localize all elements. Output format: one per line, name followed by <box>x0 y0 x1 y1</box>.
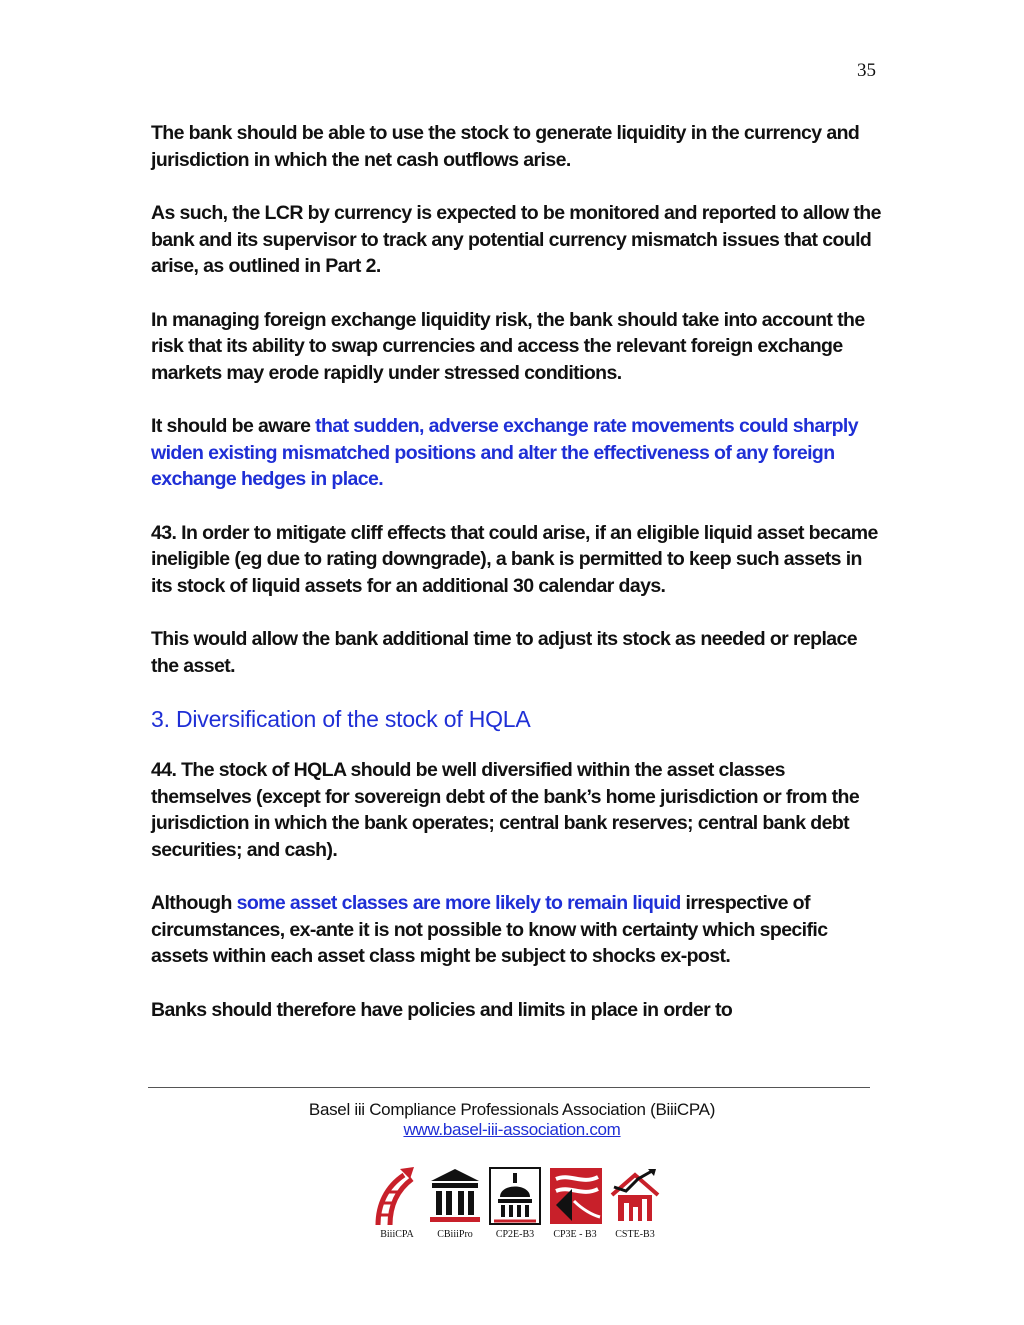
paragraph-8-highlight: some asset classes are more likely to remain liquid <box>236 892 681 914</box>
paragraph-7: 44. The stock of HQLA should be well diversified within the asset classes themselves (except for sovereign debt of the bank’s home jurisdiction or from the jurisdiction in which the bank operates; central bank reserves; central bank debt securities; and cash). <box>151 759 860 861</box>
paragraph-8 <box>151 890 881 970</box>
house-chart-icon <box>608 1165 662 1227</box>
logo-caption: BiiiCPA <box>380 1229 414 1240</box>
logo-cp2e-b3[interactable] <box>488 1165 542 1245</box>
ladder-arrow-icon <box>370 1165 420 1227</box>
paragraph-5: 43. In order to mitigate cliff effects that could arise, if an eligible liquid asset became ineligible (eg due to rating downgrade), a bank is permitted to keep such assets in its stock of liquid assets for an additional 30 calendar days. <box>151 521 878 597</box>
page-number: 35 <box>857 60 876 81</box>
footer-divider <box>148 1087 870 1088</box>
paragraph-6: This would allow the bank additional time to adjust its stock as needed or replace the asset. <box>151 628 858 677</box>
footer-organization: Basel iii Compliance Professionals Association (BiiiCPA) <box>308 1100 716 1119</box>
paragraph-1: The bank should be able to use the stock to generate liquidity in the currency and jurisdiction in which the net cash outflows arise. <box>151 122 860 171</box>
logo-cp3e-b3[interactable] <box>548 1165 602 1245</box>
bank-columns-icon <box>428 1165 482 1227</box>
paragraph-4 <box>151 413 881 493</box>
logo-caption: CBiiiPro <box>437 1229 473 1240</box>
logo-caption: CP3E - B3 <box>553 1229 597 1240</box>
paragraph-4-lead: It should be aware <box>151 415 316 437</box>
paragraph-8-lead: Although <box>151 892 237 914</box>
footer <box>0 1100 1024 1140</box>
logo-cbiiipro[interactable] <box>428 1165 482 1245</box>
paragraph-3: In managing foreign exchange liquidity risk, the bank should take into account the risk that its ability to swap currencies and access the relevant foreign exchange markets may erode rapidly under stressed conditions. <box>151 308 865 384</box>
certification-logos <box>370 1165 660 1245</box>
logo-biiicpa[interactable] <box>370 1165 424 1245</box>
paragraph-4-highlight: that sudden, adverse exchange rate movements could sharply widen existing mismatched positions and alter the effectiveness of any foreign exchange hedges in place. <box>151 415 858 490</box>
footer-website-link[interactable]: www.basel-iii-association.com <box>403 1120 621 1139</box>
logo-caption: CP2E-B3 <box>495 1229 535 1240</box>
document-body <box>151 120 881 1050</box>
capitol-dome-icon <box>488 1165 542 1227</box>
paragraph-2: As such, the LCR by currency is expected to be monitored and reported to allow the bank and its supervisor to track any potential currency mismatch issues that could arise, as outlined in Part 2. <box>151 202 881 277</box>
paragraph-9: Banks should therefore have policies and limits in place in order to <box>151 998 733 1021</box>
flag-shield-icon <box>548 1165 604 1227</box>
logo-cste-b3[interactable] <box>608 1165 662 1245</box>
paragraph-8-tail: irrespective of circumstances, ex-ante it is not possible to know with certainty which specific assets within each asset class might be subject to shocks ex-post. <box>151 892 828 967</box>
logo-caption: CSTE-B3 <box>615 1229 655 1240</box>
section-heading: 3. Diversification of the stock of HQLA <box>151 706 531 732</box>
